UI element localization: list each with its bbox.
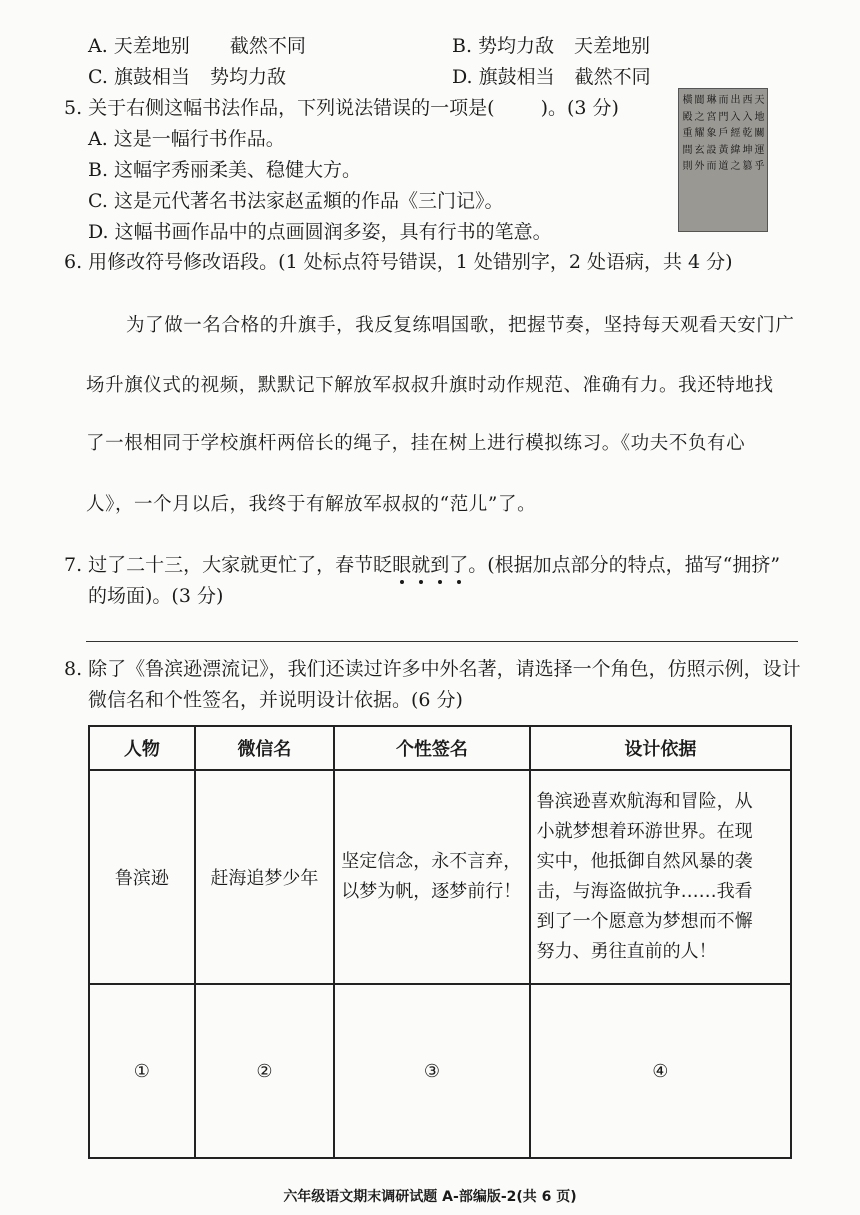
blank-cell-1[interactable]: ① — [89, 984, 195, 1158]
example-signature: 坚定信念，永不言弃， 以梦为帆，逐梦前行！ — [334, 770, 529, 984]
calligraphy-column: 而門戶黃道 — [718, 95, 729, 172]
table-row — [89, 770, 791, 984]
q5-stem: 5. 关于右侧这幅书法作品，下列说法错误的一项是( )。(3 分) — [64, 97, 619, 119]
blank-cell-2[interactable]: ② — [195, 984, 335, 1158]
calligraphy-column: 橫殿重間則 — [682, 95, 693, 172]
q7-stem: 7. 过了二十三，大家就更忙了，春节眨眼就到了。(根据加点部分的特点，描写“拥挤” — [64, 554, 781, 576]
calligraphy-image — [678, 88, 768, 232]
q7-emphasized-text — [373, 554, 468, 576]
q6-passage-line-2: 场升旗仪式的视频，默默记下解放军叔叔升旗时动作规范、准确有力。我还特地找 — [86, 375, 774, 396]
q5-option-c: C. 这是元代著名书法家赵孟頫的作品《三门记》。 — [88, 190, 504, 212]
calligraphy-column: 天地關運乎 — [754, 95, 765, 172]
q8-stem-line-2: 微信名和个性签名，并说明设计依据。(6 分) — [88, 689, 463, 711]
calligraphy-column: 西入乾坤篡 — [742, 95, 753, 172]
q4-option-a: A. 天差地别 截然不同 — [88, 35, 306, 57]
emphasis-dot-char: 眼 — [392, 554, 412, 576]
example-wechat-name: 赶海追梦少年 — [195, 770, 335, 984]
blank-cell-3[interactable]: ③ — [334, 984, 529, 1158]
calligraphy-column: 閬之耀玄外 — [694, 95, 705, 172]
q7-stem-line-2: 的场面)。(3 分) — [88, 585, 224, 607]
q6-passage-line-3: 了一根相同于学校旗杆两倍长的绳子，挂在树上进行模拟练习。《功夫不负有心 — [86, 433, 746, 454]
header-signature: 个性签名 — [334, 726, 529, 770]
header-person: 人物 — [89, 726, 195, 770]
q4-option-d: D. 旗鼓相当 截然不同 — [452, 66, 651, 88]
q6-passage-line-1: 为了做一名合格的升旗手，我反复练唱国歌，把握节奏，坚持每天观看天安门广 — [126, 315, 795, 336]
q4-option-b: B. 势均力敌 天差地别 — [452, 35, 651, 57]
calligraphy-column: 琳宮象設而 — [706, 95, 717, 172]
blank-cell-4[interactable]: ④ — [530, 984, 791, 1158]
calligraphy-column: 出入經緯之 — [730, 95, 741, 172]
q7-answer-line[interactable] — [86, 641, 798, 642]
example-person: 鲁滨逊 — [89, 770, 195, 984]
q4-option-c: C. 旗鼓相当 势均力敌 — [88, 66, 286, 88]
emphasis-dot-char: 眨 — [373, 554, 393, 576]
q8-table — [88, 725, 792, 1159]
page-footer: 六年级语文期末调研试题 A-部编版-2(共 6 页) — [283, 1189, 577, 1205]
emphasis-dot-char: 就 — [411, 554, 431, 576]
q5-option-b: B. 这幅字秀丽柔美、稳健大方。 — [88, 159, 362, 181]
q5-option-a: A. 这是一幅行书作品。 — [88, 128, 285, 150]
example-basis: 鲁滨逊喜欢航海和冒险，从 小就梦想着环游世界。在现 实中，他抵御自然风暴的袭 击，与海盗做抗争……我看 到了一个愿意为梦想而不懈 努力、勇往直前的人！ — [530, 770, 791, 984]
header-basis: 设计依据 — [530, 726, 791, 770]
q6-passage-line-4: 人》，一个月以后，我终于有解放军叔叔的“范儿”了。 — [86, 494, 537, 515]
emphasis-dot-char: 到 — [430, 554, 450, 576]
q5-option-d: D. 这幅书画作品中的点画圆润多姿，具有行书的笔意。 — [88, 221, 552, 243]
q6-stem: 6. 用修改符号修改语段。(1 处标点符号错误，1 处错别字，2 处语病，共 4 分) — [64, 251, 733, 273]
header-wechat-name: 微信名 — [195, 726, 335, 770]
emphasis-dot-char: 了 — [449, 554, 469, 576]
q8-stem-line-1: 8. 除了《鲁滨逊漂流记》，我们还读过许多中外名著，请选择一个角色，仿照示例，设计 — [64, 658, 801, 680]
table-row — [89, 984, 791, 1158]
table-header-row — [89, 726, 791, 770]
